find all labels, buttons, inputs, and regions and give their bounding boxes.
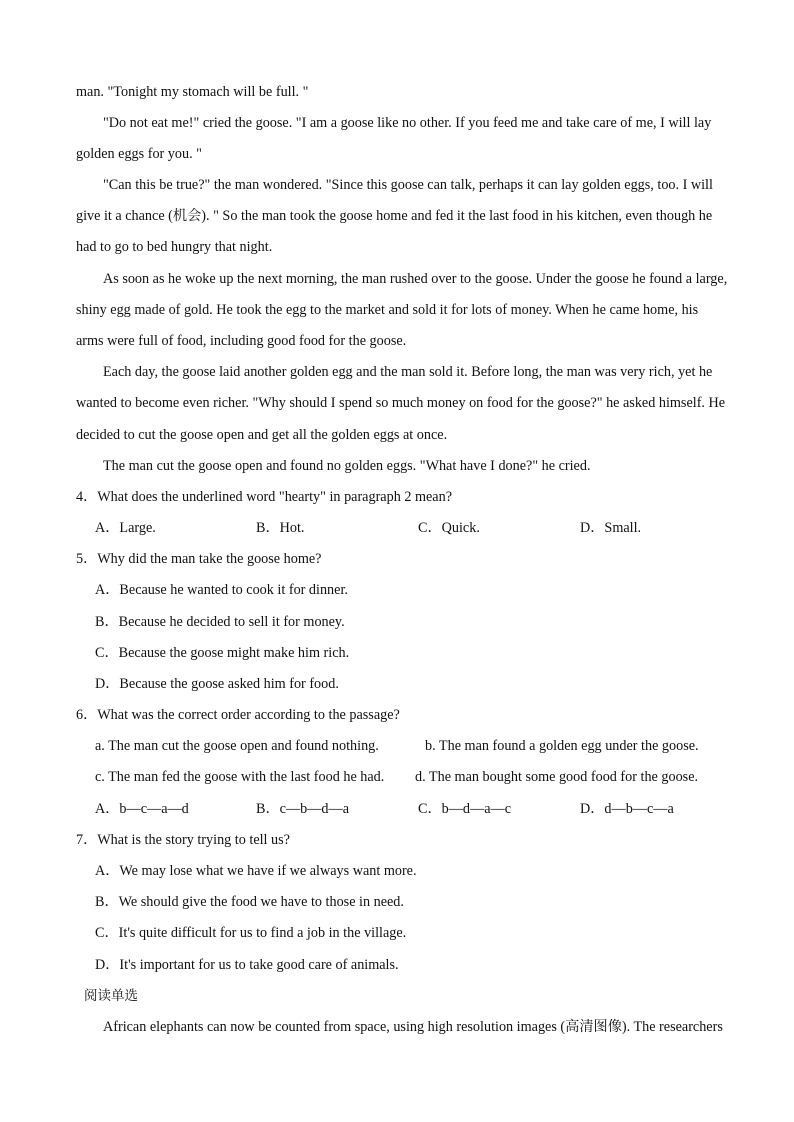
question-4-stem: 4．What does the underlined word "hearty" in paragraph 2 mean? [76, 489, 452, 505]
question-6-event-d: d. The man bought some good food for the goose. [415, 769, 699, 785]
passage-line: Each day, the goose laid another golden egg and the man sold it. Before long, the man was very rich, yet he [103, 364, 713, 380]
passage-line: "Do not eat me!" cried the goose. "I am a goose like no other. If you feed me and take care of me, I will lay [103, 115, 712, 131]
section-heading: 阅读单选 [84, 988, 138, 1004]
passage-line: shiny egg made of gold. He took the egg to the market and sold it for lots of money. When he came home, his [76, 302, 699, 318]
question-6-event-b: b. The man found a golden egg under the goose. [425, 738, 699, 754]
question-6-event-a: a. The man cut the goose open and found nothing. [95, 738, 379, 754]
passage-line: decided to cut the goose open and get all the golden eggs at once. [76, 427, 448, 443]
question-7-option-a: A．We may lose what we have if we always want more. [95, 863, 417, 879]
question-4-option-b: B．Hot. [256, 520, 305, 536]
passage-line: As soon as he woke up the next morning, the man rushed over to the goose. Under the goose he found a large, [103, 271, 728, 287]
question-7-stem: 7．What is the story trying to tell us? [76, 832, 290, 848]
question-4-option-c: C．Quick. [418, 520, 480, 536]
question-7-option-d: D．It's important for us to take good care of animals. [95, 957, 399, 973]
passage-line: wanted to become even richer. "Why should I spend so much money on food for the goose?" he asked himself. He [76, 395, 726, 411]
passage-line: The man cut the goose open and found no golden eggs. "What have I done?" he cried. [103, 458, 591, 474]
passage-line: arms were full of food, including good food for the goose. [76, 333, 407, 349]
passage-line: give it a chance (机会). " So the man took the goose home and fed it the last food in his kitchen, even though he [76, 208, 713, 224]
passage-line: golden eggs for you. " [76, 146, 202, 162]
question-5-option-c: C．Because the goose might make him rich. [95, 645, 350, 661]
passage-line: had to go to bed hungry that night. [76, 239, 273, 255]
next-passage-line: African elephants can now be counted from space, using high resolution images (高清图像). The researchers [103, 1019, 723, 1035]
question-6-option-c: C．b—d—a—c [418, 801, 511, 817]
question-5-option-b: B．Because he decided to sell it for money. [95, 614, 345, 630]
question-7-option-b: B．We should give the food we have to those in need. [95, 894, 404, 910]
question-6-option-d: D．d—b—c—a [580, 801, 674, 817]
question-6-stem: 6．What was the correct order according to the passage? [76, 707, 400, 723]
question-4-option-a: A．Large. [95, 520, 156, 536]
question-5-option-d: D．Because the goose asked him for food. [95, 676, 339, 692]
question-7-option-c: C．It's quite difficult for us to find a job in the village. [95, 925, 407, 941]
question-5-option-a: A．Because he wanted to cook it for dinner. [95, 582, 348, 598]
question-4-option-d: D．Small. [580, 520, 642, 536]
passage-line: "Can this be true?" the man wondered. "Since this goose can talk, perhaps it can lay golden eggs, too. I will [103, 177, 713, 193]
passage-line: man. "Tonight my stomach will be full. " [76, 84, 309, 100]
question-6-event-c: c. The man fed the goose with the last food he had. [95, 769, 385, 785]
question-6-option-b: B．c—b—d—a [256, 801, 349, 817]
question-5-stem: 5．Why did the man take the goose home? [76, 551, 322, 567]
question-6-option-a: A．b—c—a—d [95, 801, 189, 817]
